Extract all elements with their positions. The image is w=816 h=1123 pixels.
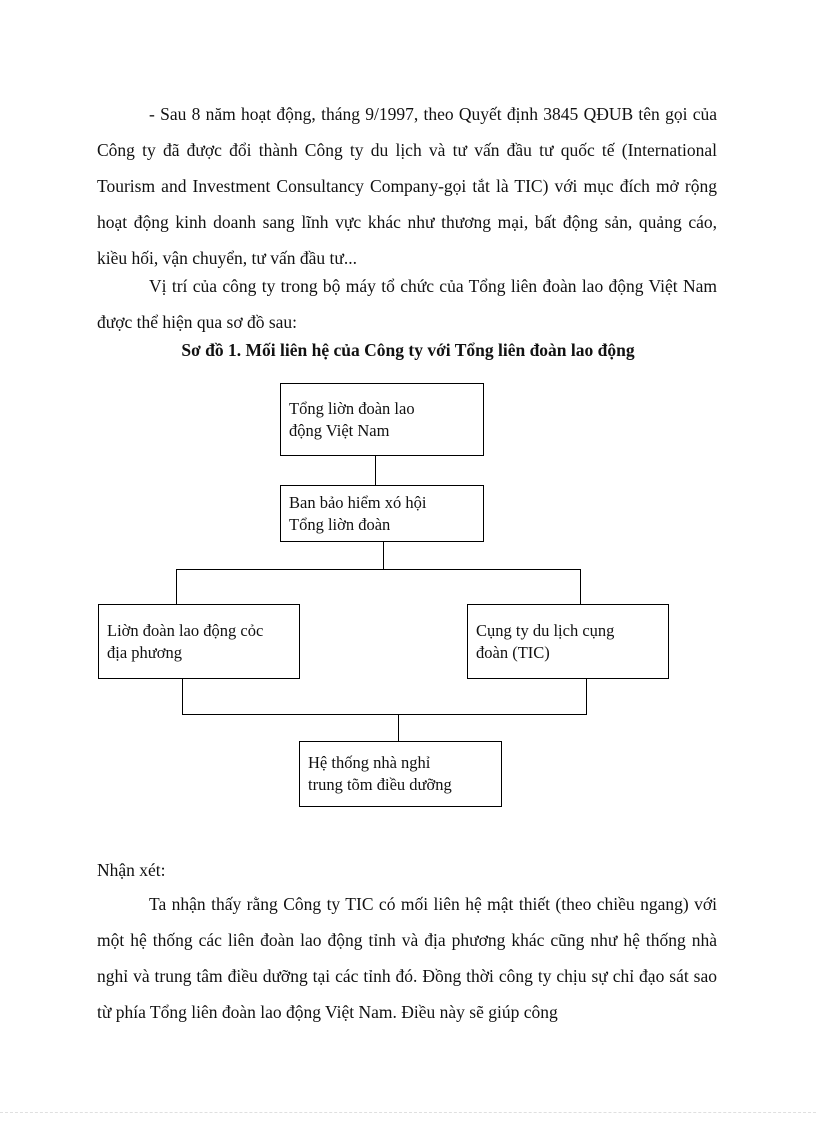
diagram-caption: Sơ đồ 1. Mối liên hệ của Công ty với Tổng liên đoàn lao động [181, 340, 635, 360]
connector-bottom [398, 714, 399, 741]
box-cong-ty-tic-line1: Cụng ty du lịch cụng [476, 620, 615, 640]
box-tong-lien-doan-line2: động Việt Nam [289, 420, 390, 440]
box-ban-bao-hiem-line2: Tổng liờn đoàn [289, 514, 391, 534]
box-nha-nghi [299, 741, 502, 807]
remark-label: Nhận xét: [97, 860, 166, 880]
box-tong-lien-doan [280, 383, 484, 456]
connector-branch-bottom [182, 714, 587, 715]
box-nha-nghi-line1: Hệ thống nhà nghỉ [308, 753, 431, 772]
box-lien-doan-dia-phuong [98, 604, 300, 679]
paragraph-history: - Sau 8 năm hoạt động, tháng 9/1997, theo Quyết định 3845 QĐUB tên gọi của Công ty đã được đổi thành Công ty du lịch và tư vấn đầu tư quốc tế (International Tourism and Investment Consultancy Company-gọi tắt là TIC) với mục đích mở rộng hoạt động kinh doanh sang lĩnh vực khác như thương mại, bất động sản, quảng cáo, kiều hối, vận chuyển, tư vấn đầu tư... [97, 104, 717, 268]
box-ban-bao-hiem-line1: Ban bảo hiểm xó hội [289, 492, 427, 512]
connector-mid [383, 542, 384, 569]
box-cong-ty-tic-line2: đoàn (TIC) [476, 642, 550, 662]
paragraph-position: Vị trí của công ty trong bộ máy tổ chức của Tổng liên đoàn lao động Việt Nam được thể hiện qua sơ đồ sau: [97, 276, 717, 332]
connector-right-up [586, 679, 587, 714]
connector-top [375, 456, 376, 485]
box-nha-nghi-line2: trung tõm điều dưỡng [308, 775, 452, 794]
page-bottom-rule [0, 1112, 816, 1113]
paragraph-remark: Ta nhận thấy rằng Công ty TIC có mối liên hệ mật thiết (theo chiều ngang) với một hệ thống các liên đoàn lao động tỉnh và địa phương khác cũng như hệ thống nhà nghỉ và trung tâm điều dưỡng tại các tỉnh đó. Đồng thời công ty chịu sự chỉ đạo sát sao từ phía Tổng liên đoàn lao động Việt Nam. Điều này sẽ giúp công [97, 894, 717, 1022]
box-lien-doan-line2: địa phương [107, 642, 182, 662]
connector-right-down [580, 569, 581, 604]
box-lien-doan-line1: Liờn đoàn lao động cỏc [107, 620, 264, 640]
box-cong-ty-tic [467, 604, 669, 679]
box-ban-bao-hiem [280, 485, 484, 542]
box-tong-lien-doan-line1: Tổng liờn đoàn lao [289, 398, 415, 418]
connector-branch-top [176, 569, 581, 570]
connector-left-up [182, 679, 183, 714]
connector-left-down [176, 569, 177, 604]
